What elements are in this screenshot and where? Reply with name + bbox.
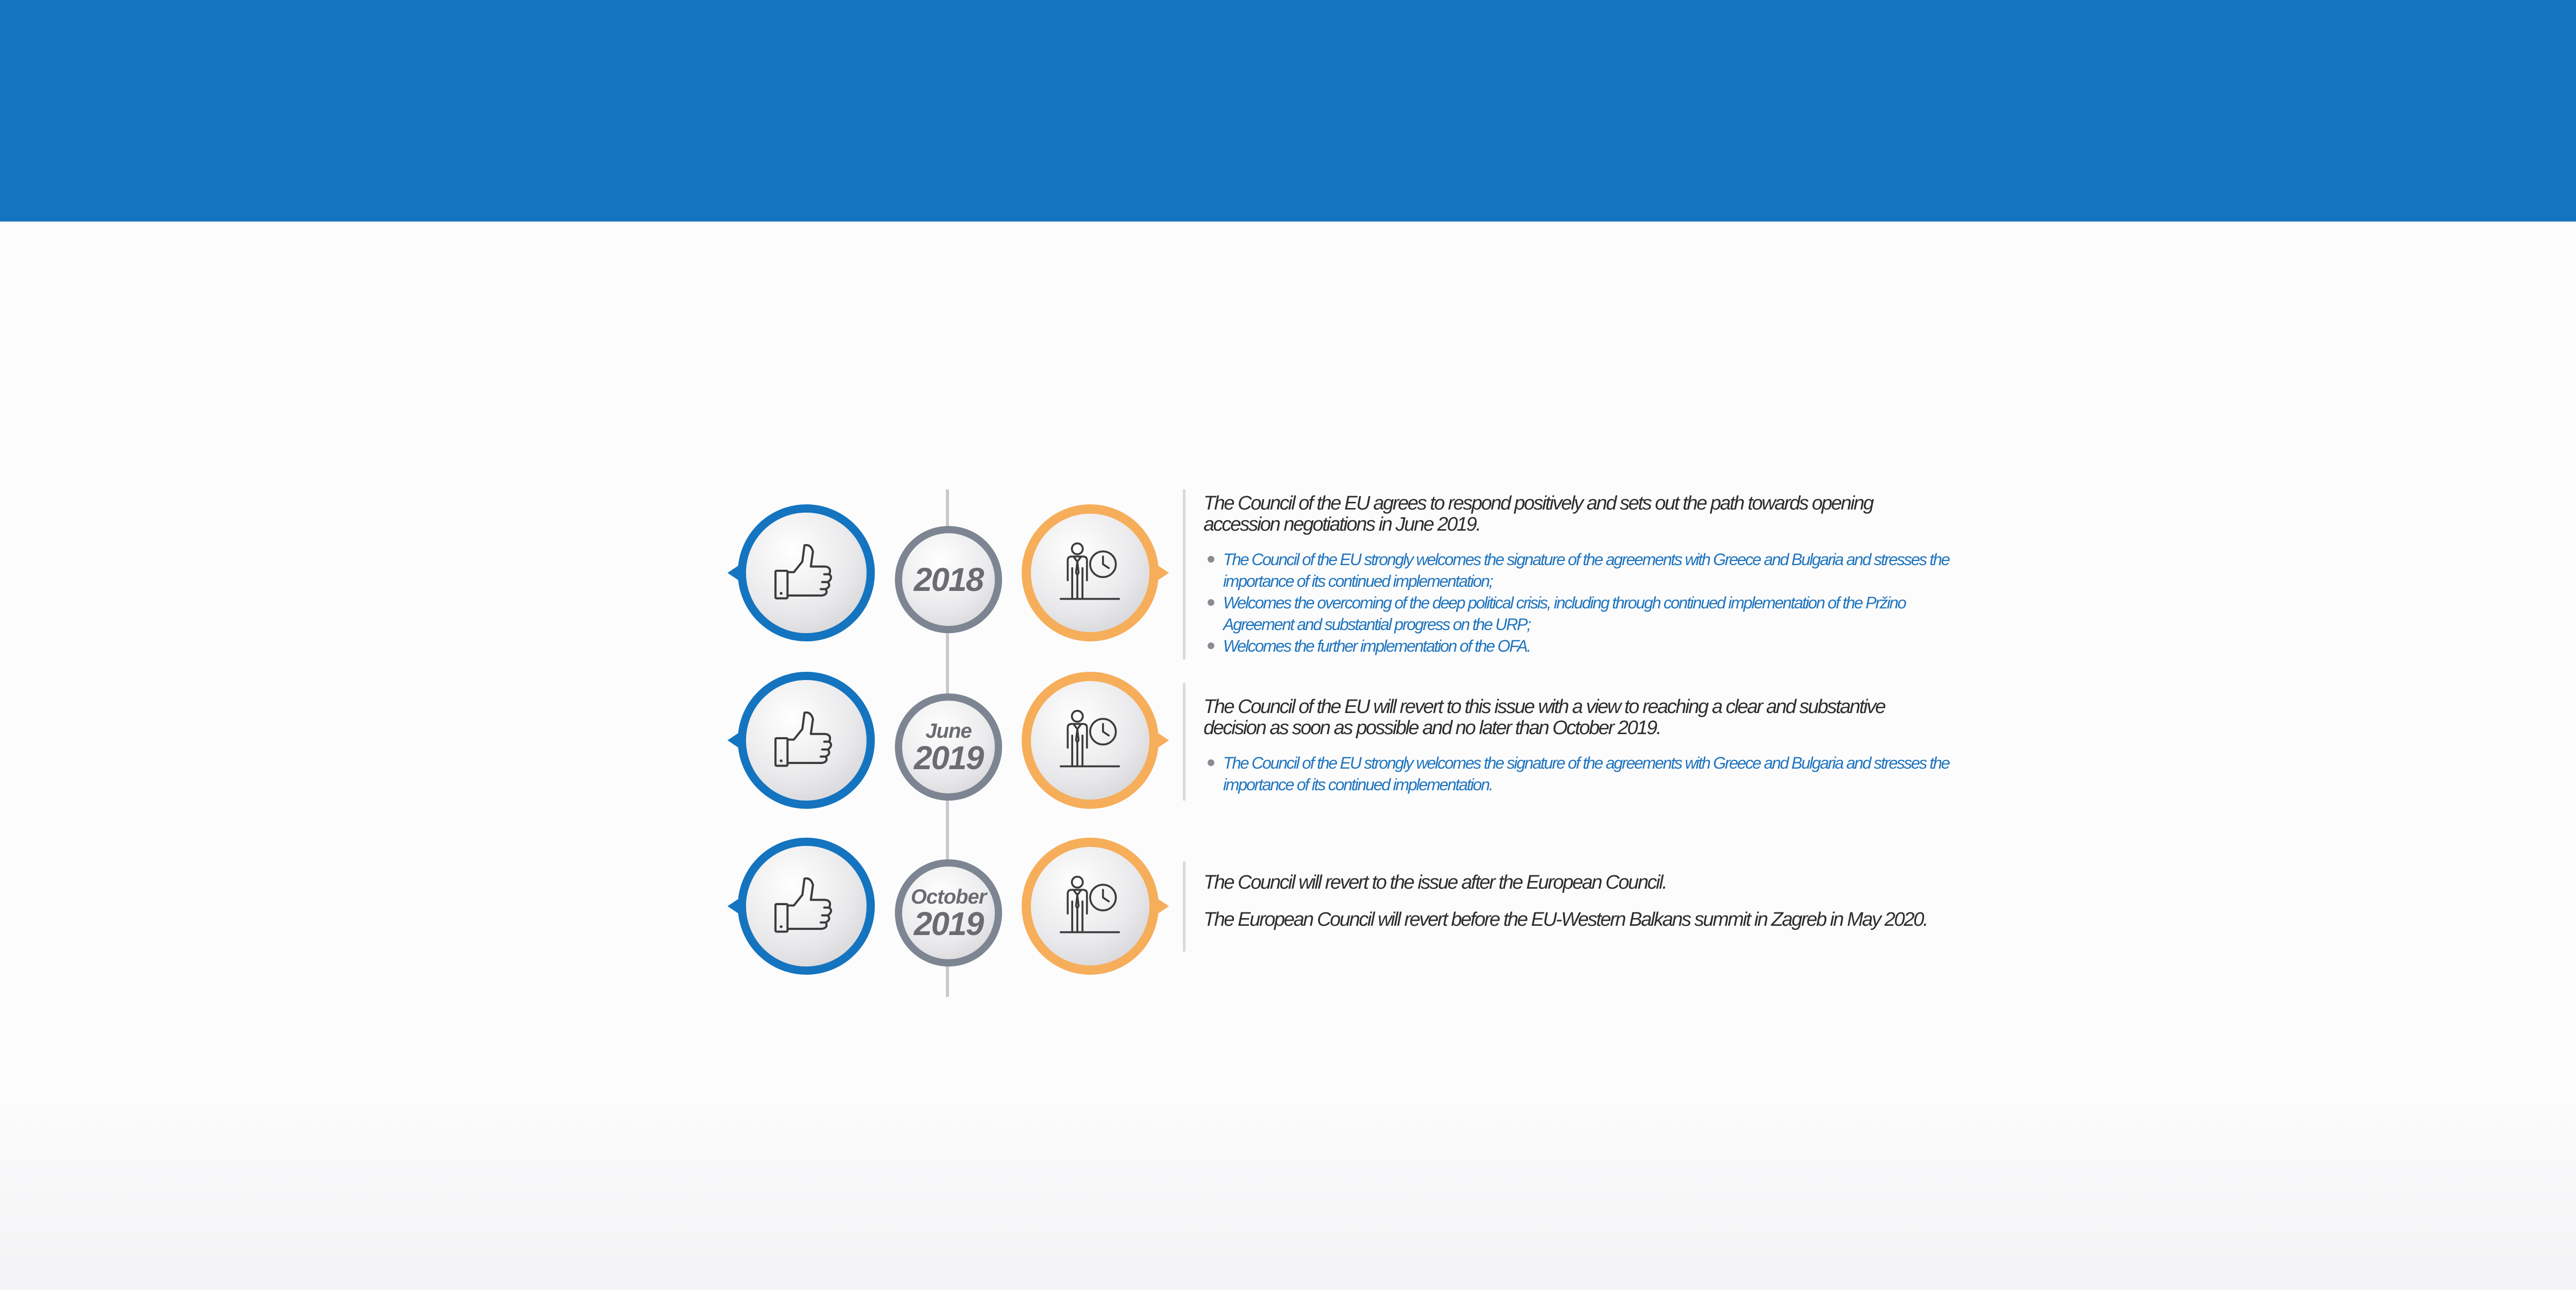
date-month: June <box>925 720 972 742</box>
row-line: The Council will revert to the issue after the European Council. <box>1204 872 1667 893</box>
businessman-clock-badge <box>1022 504 1159 641</box>
thumbs-up-badge <box>738 838 875 975</box>
row-line: The European Council will revert before the EU-Western Balkans summit in Zagreb in May 2020. <box>1204 909 1927 930</box>
businessman-clock-badge <box>1022 838 1159 975</box>
thumbs-up-icon <box>746 680 867 801</box>
text-divider <box>1183 861 1185 952</box>
bullet-item: Welcomes the further implementation of the OFA. <box>1204 635 1951 657</box>
bullet-item: The Council of the EU strongly welcomes the signature of the agreements with Greece and Bulgaria and stresses the importance of its continued implementation. <box>1204 752 1951 795</box>
row-text-october-2019 <box>1204 872 1951 946</box>
date-year: 2019 <box>913 739 984 776</box>
businessman-clock-icon <box>1031 681 1149 800</box>
businessman-clock-icon <box>1031 847 1149 965</box>
row-headline: The Council of the EU agrees to respond positively and sets out the path towards opening accession negotiations in June 2019. <box>1204 493 1873 535</box>
pointer-arrow-right <box>1157 565 1169 581</box>
bullet-item: The Council of the EU strongly welcomes the signature of the agreements with Greece and Bulgaria and stresses the importance of its continued implementation; <box>1204 549 1951 592</box>
businessman-clock-badge <box>1022 672 1159 809</box>
row-headline: The Council of the EU will revert to this issue with a view to reaching a clear and substantive decision as soon as possible and no later than October 2019. <box>1204 696 1885 739</box>
pointer-arrow-right <box>1157 732 1169 749</box>
businessman-clock-icon <box>1031 514 1149 632</box>
row-text-2018 <box>1204 493 1951 657</box>
date-year: 2018 <box>913 561 984 598</box>
text-divider <box>1183 683 1185 801</box>
date-badge <box>895 693 1002 801</box>
thumbs-up-badge <box>738 504 875 641</box>
date-month: October <box>910 886 987 908</box>
text-divider <box>1183 489 1185 659</box>
row-text-june-2019 <box>1204 697 1951 795</box>
date-year: 2019 <box>913 905 984 942</box>
date-badge <box>895 526 1002 633</box>
pointer-arrow-right <box>1157 898 1169 914</box>
thumbs-up-icon <box>746 846 867 966</box>
header-banner <box>0 0 2576 222</box>
thumbs-up-icon <box>746 513 867 633</box>
date-badge <box>895 859 1002 966</box>
thumbs-up-badge <box>738 672 875 809</box>
bullet-list <box>1204 752 1951 795</box>
bullet-item: Welcomes the overcoming of the deep political crisis, including through continued implementation of the Pržino Agreement and substantial progress on the URP; <box>1204 592 1951 635</box>
bullet-list <box>1204 549 1951 657</box>
